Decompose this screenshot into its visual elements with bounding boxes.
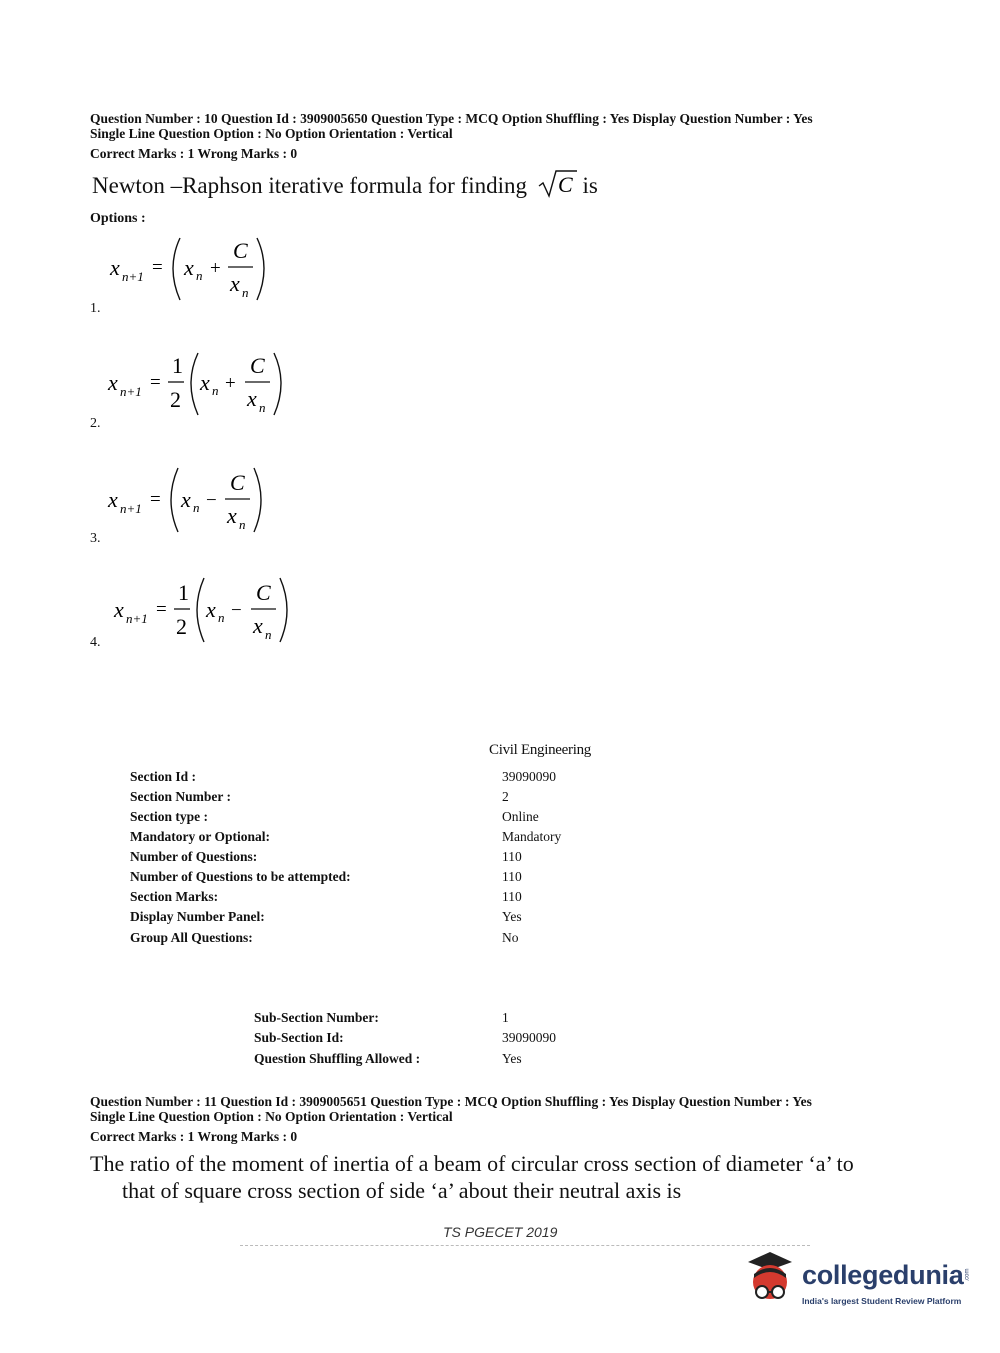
svg-text:x: x xyxy=(184,255,194,280)
option-2-formula xyxy=(98,345,308,425)
option-1-formula xyxy=(100,230,300,310)
subsection-value: 39090090 xyxy=(502,1030,556,1045)
svg-text:+: + xyxy=(210,258,221,279)
svg-text:1: 1 xyxy=(178,580,189,605)
svg-text:n: n xyxy=(212,383,219,398)
svg-text:=: = xyxy=(152,257,163,278)
section-key: Mandatory or Optional: xyxy=(130,829,271,844)
section-key: Display Number Panel: xyxy=(130,909,265,924)
svg-text:=: = xyxy=(150,372,161,393)
svg-text:x: x xyxy=(108,487,118,512)
option-1-number[interactable]: 1. xyxy=(90,301,101,316)
section-value: No xyxy=(502,930,519,945)
section-value: Online xyxy=(502,809,539,824)
footer-divider xyxy=(240,1245,810,1246)
svg-text:=: = xyxy=(156,599,167,620)
svg-text:n: n xyxy=(242,285,249,300)
subsection-key: Question Shuffling Allowed : xyxy=(254,1051,421,1066)
section-key: Section type : xyxy=(130,809,208,824)
svg-text:1: 1 xyxy=(172,353,183,378)
svg-text:=: = xyxy=(150,489,161,510)
svg-text:x: x xyxy=(110,255,120,280)
svg-text:n: n xyxy=(196,268,203,283)
exam-footer: TS PGECET 2019 xyxy=(443,1224,558,1240)
options-label: Options : xyxy=(90,211,146,226)
svg-text:2: 2 xyxy=(170,387,181,412)
q10-text-tail: is xyxy=(582,173,598,198)
section-key: Group All Questions: xyxy=(130,930,253,945)
section-key: Number of Questions to be attempted: xyxy=(130,869,351,884)
svg-text:x: x xyxy=(253,613,263,638)
svg-text:n: n xyxy=(259,400,266,415)
section-value: Yes xyxy=(502,909,522,924)
logo-tagline: India's largest Student Review Platform xyxy=(802,1296,962,1306)
q11-text-line1: The ratio of the moment of inertia of a beam of circular cross section of diameter ‘a’ to xyxy=(90,1151,854,1176)
section-value: Mandatory xyxy=(502,829,562,844)
sqrt-symbol xyxy=(537,169,577,199)
svg-text:n+1: n+1 xyxy=(120,501,142,516)
q10-text: Newton –Raphson iterative formula for finding xyxy=(92,173,527,198)
collegedunia-logo[interactable] xyxy=(740,1248,980,1318)
svg-text:x: x xyxy=(230,271,240,296)
svg-text:−: − xyxy=(231,600,242,621)
q11-meta-line2: Single Line Question Option : No Option Orientation : Vertical xyxy=(90,1109,453,1124)
mascot-icon xyxy=(740,1248,800,1312)
section-value: 2 xyxy=(502,789,509,804)
q11-marks: Correct Marks : 1 Wrong Marks : 0 xyxy=(90,1129,298,1144)
logo-wordmark: collegedunia xyxy=(802,1260,964,1290)
subsection-value: 1 xyxy=(502,1010,509,1025)
section-title: Civil Engineering xyxy=(489,742,591,758)
option-4-formula xyxy=(104,570,314,650)
option-3-formula xyxy=(98,460,298,540)
q11-text-line2: that of square cross section of side ‘a’ about their neutral axis is xyxy=(122,1178,682,1203)
svg-text:x: x xyxy=(200,370,210,395)
section-key: Section Number : xyxy=(130,789,231,804)
q10-question-text xyxy=(92,169,598,199)
svg-text:C: C xyxy=(230,470,245,495)
q10-marks: Correct Marks : 1 Wrong Marks : 0 xyxy=(90,146,298,161)
subsection-key: Sub-Section Number: xyxy=(254,1010,379,1025)
q10-meta-line2: Single Line Question Option : No Option Orientation : Vertical xyxy=(90,126,453,141)
section-key: Number of Questions: xyxy=(130,849,258,864)
svg-text:n: n xyxy=(218,610,225,625)
svg-text:x: x xyxy=(114,597,124,622)
logo-suffix: .com xyxy=(964,1268,971,1282)
section-value: 110 xyxy=(502,869,522,884)
svg-text:x: x xyxy=(206,597,216,622)
svg-text:n: n xyxy=(193,500,200,515)
svg-text:+: + xyxy=(225,373,236,394)
subsection-value: Yes xyxy=(502,1051,522,1066)
section-key: Section Marks: xyxy=(130,889,219,904)
svg-text:C: C xyxy=(250,353,265,378)
subsection-key: Sub-Section Id: xyxy=(254,1030,344,1045)
svg-text:n: n xyxy=(265,627,272,642)
svg-text:n: n xyxy=(239,517,246,532)
svg-text:C: C xyxy=(233,238,248,263)
section-value: 110 xyxy=(502,889,522,904)
svg-text:x: x xyxy=(227,503,237,528)
section-value: 110 xyxy=(502,849,522,864)
sqrt-argument: C xyxy=(557,172,573,197)
option-2-number[interactable]: 2. xyxy=(90,416,101,431)
q10-meta-line1: Question Number : 10 Question Id : 3909005650 Question Type : MCQ Option Shuffling : Yes Display Question Number : Yes xyxy=(90,111,813,126)
svg-text:x: x xyxy=(247,386,257,411)
svg-text:n+1: n+1 xyxy=(120,384,142,399)
svg-text:x: x xyxy=(108,370,118,395)
svg-text:n+1: n+1 xyxy=(122,269,144,284)
section-value: 39090090 xyxy=(502,769,556,784)
svg-text:C: C xyxy=(256,580,271,605)
option-4-number[interactable]: 4. xyxy=(90,635,101,650)
q11-meta-line1: Question Number : 11 Question Id : 3909005651 Question Type : MCQ Option Shuffling : Yes Display Question Number : Yes xyxy=(90,1094,812,1109)
svg-text:x: x xyxy=(181,487,191,512)
svg-text:2: 2 xyxy=(176,614,187,639)
option-3-number[interactable]: 3. xyxy=(90,531,101,546)
svg-text:n+1: n+1 xyxy=(126,611,148,626)
svg-text:−: − xyxy=(206,490,217,511)
section-key: Section Id : xyxy=(130,769,197,784)
